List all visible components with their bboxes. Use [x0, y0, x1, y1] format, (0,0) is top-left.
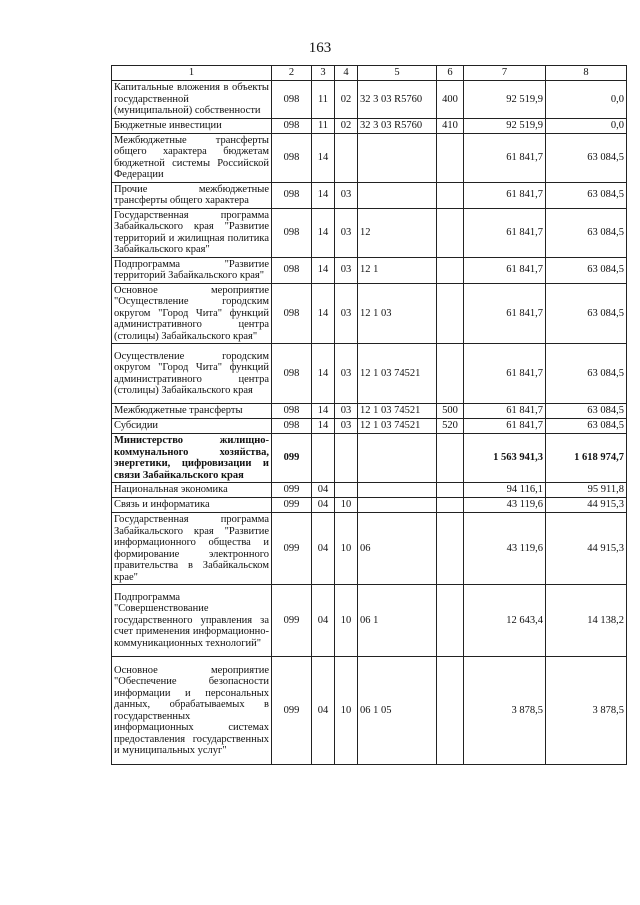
row-code-subsection: 03: [335, 208, 358, 257]
row-code-subsection: 03: [335, 419, 358, 434]
row-name: Связь и информатика: [112, 498, 272, 513]
row-amount-year2: 63 084,5: [546, 182, 627, 208]
row-amount-year1: 61 841,7: [464, 283, 546, 344]
row-amount-year1: 61 841,7: [464, 404, 546, 419]
row-code-subsection: 03: [335, 182, 358, 208]
row-name: Межбюджетные трансферты: [112, 404, 272, 419]
row-name: Межбюджетные трансферты общего характера бюджетам бюджетной системы Российской Федерации: [112, 133, 272, 182]
row-code-section: 04: [312, 585, 335, 657]
row-code-section: 14: [312, 419, 335, 434]
row-code-section: 04: [312, 498, 335, 513]
row-amount-year1: 92 519,9: [464, 81, 546, 119]
row-code-target: [358, 133, 437, 182]
row-code-section: [312, 434, 335, 483]
row-name: Государственная программа Забайкальского края "Развитие информационного общества и формирование электронного правительства в Забайкальском крае": [112, 513, 272, 585]
row-amount-year1: 61 841,7: [464, 208, 546, 257]
row-code-target: 06 1: [358, 585, 437, 657]
row-amount-year2: 63 084,5: [546, 344, 627, 404]
row-code-target: 12 1 03 74521: [358, 344, 437, 404]
row-code-expense-type: [437, 585, 464, 657]
row-name: Капитальные вложения в объекты государственной (муниципальной) собственности: [112, 81, 272, 119]
row-code-target: 06: [358, 513, 437, 585]
row-code-target: 06 1 05: [358, 657, 437, 765]
table-row: [112, 283, 627, 344]
table-row: [112, 657, 627, 765]
row-amount-year2: 44 915,3: [546, 513, 627, 585]
row-code-admin: 098: [272, 81, 312, 119]
row-code-expense-type: [437, 182, 464, 208]
table-header-row: [112, 66, 627, 81]
row-code-target: 12 1 03 74521: [358, 404, 437, 419]
table-row: [112, 404, 627, 419]
row-code-admin: 098: [272, 208, 312, 257]
row-code-expense-type: [437, 344, 464, 404]
row-code-section: 14: [312, 182, 335, 208]
header-cell: 7: [464, 66, 546, 81]
row-amount-year2: 63 084,5: [546, 283, 627, 344]
row-code-expense-type: 520: [437, 419, 464, 434]
row-name: Осуществление городским округом "Город Чита" функций административного центра (столицы) Забайкальского края: [112, 344, 272, 404]
row-code-section: 11: [312, 81, 335, 119]
row-code-expense-type: [437, 434, 464, 483]
row-name: Подпрограмма "Совершенствование государственного управления за счет применения информационно-коммуникационных технологий": [112, 585, 272, 657]
row-code-expense-type: [437, 283, 464, 344]
row-code-subsection: 10: [335, 498, 358, 513]
row-code-section: 04: [312, 483, 335, 498]
row-code-section: 14: [312, 404, 335, 419]
row-amount-year2: 63 084,5: [546, 419, 627, 434]
budget-table: [111, 65, 627, 765]
row-code-target: 12 1 03: [358, 283, 437, 344]
row-name: Бюджетные инвестиции: [112, 118, 272, 133]
row-code-section: 11: [312, 118, 335, 133]
row-name: Основное мероприятие "Осуществление городским округом "Город Чита" функций административного центра (столицы) Забайкальского края": [112, 283, 272, 344]
row-amount-year1: 61 841,7: [464, 182, 546, 208]
row-code-subsection: 02: [335, 118, 358, 133]
row-name: Основное мероприятие "Обеспечение безопасности информации и персональных данных, обрабатываемых в государственных информационных системах предоставления государственных и муниципальных услуг": [112, 657, 272, 765]
row-code-subsection: 03: [335, 404, 358, 419]
header-cell: 5: [358, 66, 437, 81]
table-row: [112, 118, 627, 133]
row-code-section: 14: [312, 283, 335, 344]
row-code-section: 14: [312, 208, 335, 257]
row-amount-year1: 61 841,7: [464, 344, 546, 404]
row-amount-year1: 12 643,4: [464, 585, 546, 657]
row-code-admin: 098: [272, 118, 312, 133]
row-code-target: [358, 182, 437, 208]
row-amount-year2: 0,0: [546, 118, 627, 133]
header-cell: 2: [272, 66, 312, 81]
row-code-section: 14: [312, 344, 335, 404]
row-code-subsection: [335, 483, 358, 498]
row-amount-year2: 63 084,5: [546, 208, 627, 257]
table-row: [112, 498, 627, 513]
header-cell: 3: [312, 66, 335, 81]
row-code-admin: 098: [272, 419, 312, 434]
row-amount-year2: 63 084,5: [546, 404, 627, 419]
row-code-section: 04: [312, 657, 335, 765]
table-row: [112, 81, 627, 119]
row-amount-year1: 92 519,9: [464, 118, 546, 133]
row-code-section: 14: [312, 257, 335, 283]
table-row: [112, 513, 627, 585]
row-code-expense-type: [437, 483, 464, 498]
header-cell: 4: [335, 66, 358, 81]
row-amount-year2: 63 084,5: [546, 133, 627, 182]
row-name: Субсидии: [112, 419, 272, 434]
row-amount-year2: 0,0: [546, 81, 627, 119]
row-amount-year2: 63 084,5: [546, 257, 627, 283]
row-amount-year2: 1 618 974,7: [546, 434, 627, 483]
row-name: Министерство жилищно-коммунального хозяйства, энергетики, цифровизации и связи Забайкальского края: [112, 434, 272, 483]
table-row: [112, 419, 627, 434]
row-code-target: 12 1 03 74521: [358, 419, 437, 434]
row-code-subsection: [335, 434, 358, 483]
table-row: [112, 585, 627, 657]
row-code-admin: 099: [272, 434, 312, 483]
row-code-expense-type: 410: [437, 118, 464, 133]
row-code-admin: 099: [272, 585, 312, 657]
row-amount-year1: 61 841,7: [464, 133, 546, 182]
row-code-expense-type: [437, 133, 464, 182]
row-code-target: [358, 434, 437, 483]
row-code-subsection: 10: [335, 657, 358, 765]
row-code-expense-type: 500: [437, 404, 464, 419]
table-row: [112, 483, 627, 498]
table-row: [112, 344, 627, 404]
row-code-admin: 099: [272, 498, 312, 513]
row-amount-year1: 61 841,7: [464, 419, 546, 434]
row-amount-year1: 43 119,6: [464, 498, 546, 513]
table-row: [112, 182, 627, 208]
row-code-admin: 098: [272, 257, 312, 283]
row-amount-year2: 3 878,5: [546, 657, 627, 765]
row-name: Прочие межбюджетные трансферты общего характера: [112, 182, 272, 208]
row-amount-year2: 95 911,8: [546, 483, 627, 498]
row-code-admin: 098: [272, 182, 312, 208]
row-code-expense-type: [437, 208, 464, 257]
row-code-target: 32 3 03 R5760: [358, 118, 437, 133]
row-code-admin: 098: [272, 133, 312, 182]
row-code-subsection: 10: [335, 585, 358, 657]
row-code-subsection: 03: [335, 257, 358, 283]
row-code-target: [358, 483, 437, 498]
row-code-subsection: [335, 133, 358, 182]
row-code-subsection: 10: [335, 513, 358, 585]
page-number: 163: [308, 40, 332, 56]
row-code-expense-type: [437, 513, 464, 585]
row-code-admin: 099: [272, 483, 312, 498]
table-row: [112, 257, 627, 283]
row-code-expense-type: [437, 498, 464, 513]
row-code-target: 32 3 03 R5760: [358, 81, 437, 119]
row-code-admin: 098: [272, 283, 312, 344]
row-code-section: 04: [312, 513, 335, 585]
row-amount-year1: 43 119,6: [464, 513, 546, 585]
row-amount-year1: 61 841,7: [464, 257, 546, 283]
row-name: Подпрограмма "Развитие территорий Забайкальского края": [112, 257, 272, 283]
table-row: [112, 434, 627, 483]
row-code-target: 12: [358, 208, 437, 257]
header-cell: 6: [437, 66, 464, 81]
row-code-expense-type: [437, 657, 464, 765]
row-code-subsection: 03: [335, 283, 358, 344]
header-cell: 1: [112, 66, 272, 81]
row-code-admin: 099: [272, 657, 312, 765]
row-amount-year2: 14 138,2: [546, 585, 627, 657]
row-amount-year1: 1 563 941,3: [464, 434, 546, 483]
row-name: Государственная программа Забайкальского края "Развитие территорий и жилищная политика Забайкальского края": [112, 208, 272, 257]
row-amount-year1: 3 878,5: [464, 657, 546, 765]
row-code-target: [358, 498, 437, 513]
row-name: Национальная экономика: [112, 483, 272, 498]
row-code-section: 14: [312, 133, 335, 182]
table-row: [112, 133, 627, 182]
row-code-subsection: 03: [335, 344, 358, 404]
row-code-admin: 098: [272, 404, 312, 419]
row-code-admin: 099: [272, 513, 312, 585]
row-code-subsection: 02: [335, 81, 358, 119]
row-amount-year2: 44 915,3: [546, 498, 627, 513]
row-code-admin: 098: [272, 344, 312, 404]
row-code-expense-type: [437, 257, 464, 283]
row-amount-year1: 94 116,1: [464, 483, 546, 498]
row-code-expense-type: 400: [437, 81, 464, 119]
row-code-target: 12 1: [358, 257, 437, 283]
table-row: [112, 208, 627, 257]
header-cell: 8: [546, 66, 627, 81]
